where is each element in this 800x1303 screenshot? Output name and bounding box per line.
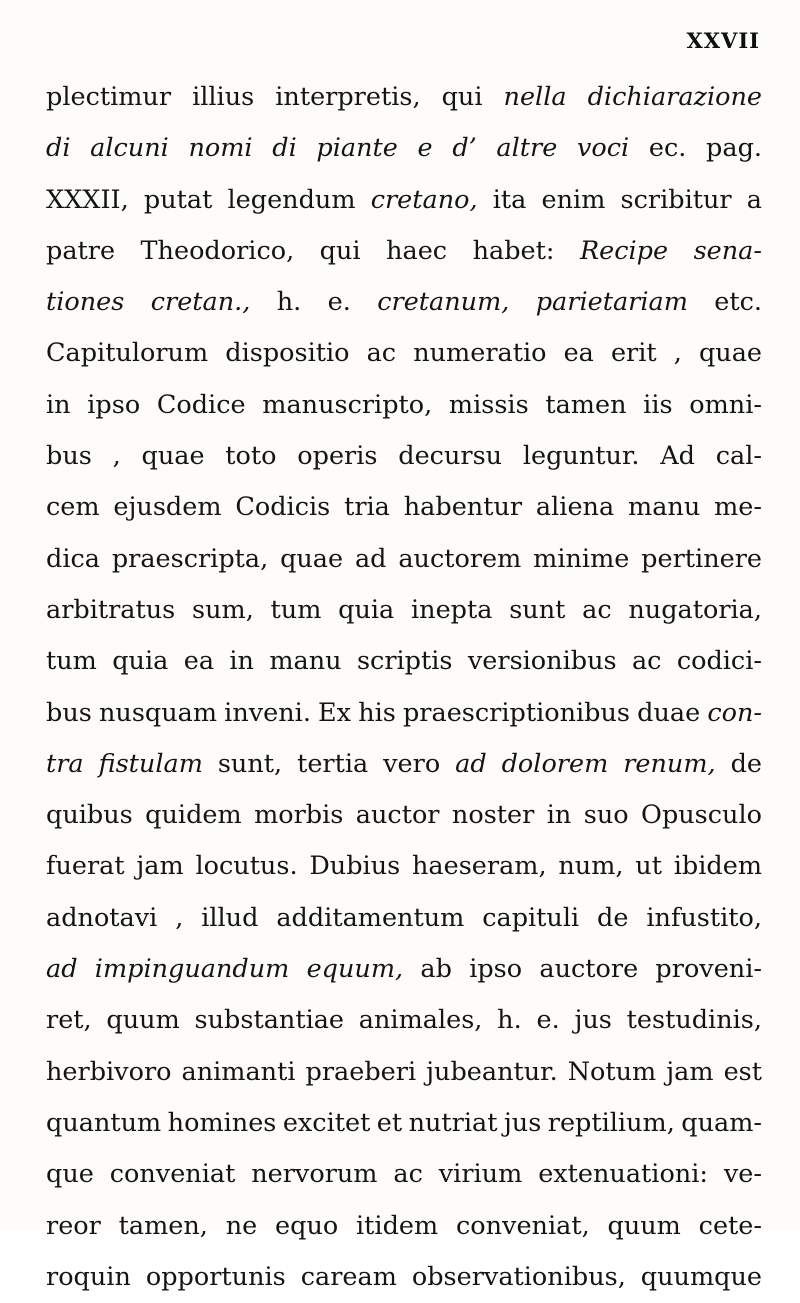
text-line [46,1201,762,1252]
text-line [46,123,762,174]
text-segment: arbitratus sum, tum quia inepta sunt ac nugatoria, [46,594,762,625]
text-line [46,841,762,892]
italic-text-segment: Recipe sena- [579,235,762,266]
text-line [46,893,762,944]
text-segment: ita enim scribitur a [477,184,762,215]
text-segment: patre Theodorico, qui haec habet: [46,235,580,266]
text-segment: roquin opportunis caream observationibus, quumque [46,1261,762,1292]
italic-text-segment: ad dolorem renum, [455,748,716,779]
text-segment: Capitulorum dispositio ac numeratio ea erit , quae [46,338,762,369]
text-segment: etc. [687,287,762,318]
text-line [46,1149,762,1200]
text-line [46,328,762,379]
text-line [46,380,762,431]
text-line [46,482,762,533]
text-line [46,1098,762,1149]
body-text [46,72,762,1303]
text-line [46,688,762,739]
text-segment: in ipso Codice manuscripto, missis tamen iis omni- [46,389,762,420]
italic-text-segment: tiones cretan., [46,287,251,318]
text-line [46,739,762,790]
italic-text-segment: cretanum, parietariam [377,287,688,318]
italic-text-segment: con- [707,697,762,728]
text-line [46,1047,762,1098]
text-segment: cem ejusdem Codicis tria habentur aliena manu me- [46,492,762,523]
text-line [46,585,762,636]
text-segment: reor tamen, ne equo itidem conveniat, quum cete- [46,1210,762,1241]
text-segment: ab ipso auctore proveni- [403,954,762,985]
text-segment: ret, quum substantiae animales, h. e. jus testudinis, [46,1005,762,1036]
text-line [46,431,762,482]
text-segment: h. e. [250,287,378,318]
text-line [46,175,762,226]
text-segment: bus nusquam inveni. Ex his praescriptionibus duae [46,697,708,728]
text-segment: tum quia ea in manu scriptis versionibus ac codici- [46,646,762,677]
text-line [46,944,762,995]
text-line [46,636,762,687]
text-segment: ec. pag. [629,133,762,164]
text-segment: bus , quae toto operis decursu leguntur. Ad cal- [46,441,762,472]
page-number: XXVII [686,28,760,53]
text-line [46,790,762,841]
text-segment: plectimur illius interpretis, qui [46,82,504,112]
text-line [46,277,762,328]
text-line [46,72,762,123]
text-segment: sunt, tertia vero [202,748,456,779]
text-segment: quantum homines excitet et nutriat jus reptilium, quam- [46,1107,762,1138]
italic-text-segment: ad impinguandum equum, [46,954,404,985]
text-segment: que conveniat nervorum ac virium extenuationi: ve- [46,1159,762,1190]
text-line [46,534,762,585]
text-segment: XXXII, putat legendum [46,184,371,215]
italic-text-segment: nella dichiarazione [503,82,763,112]
text-line [46,226,762,277]
text-segment: fuerat jam locutus. Dubius haeseram, num, ut ibidem [46,851,762,882]
italic-text-segment: di alcuni nomi di piante e d’ altre voci [46,133,630,164]
text-line [46,1252,762,1303]
text-segment: adnotavi , illud additamentum capituli de infustito, [46,902,762,933]
italic-text-segment: cretano, [370,184,478,215]
text-segment: de [715,748,762,779]
text-segment: dica praescripta, quae ad auctorem minime pertinere [46,543,762,574]
italic-text-segment: tra fistulam [46,748,203,779]
text-segment: herbivoro animanti praeberi jubeantur. Notum jam est [46,1056,762,1087]
text-line [46,995,762,1046]
text-segment: quibus quidem morbis auctor noster in suo Opusculo [46,800,762,831]
